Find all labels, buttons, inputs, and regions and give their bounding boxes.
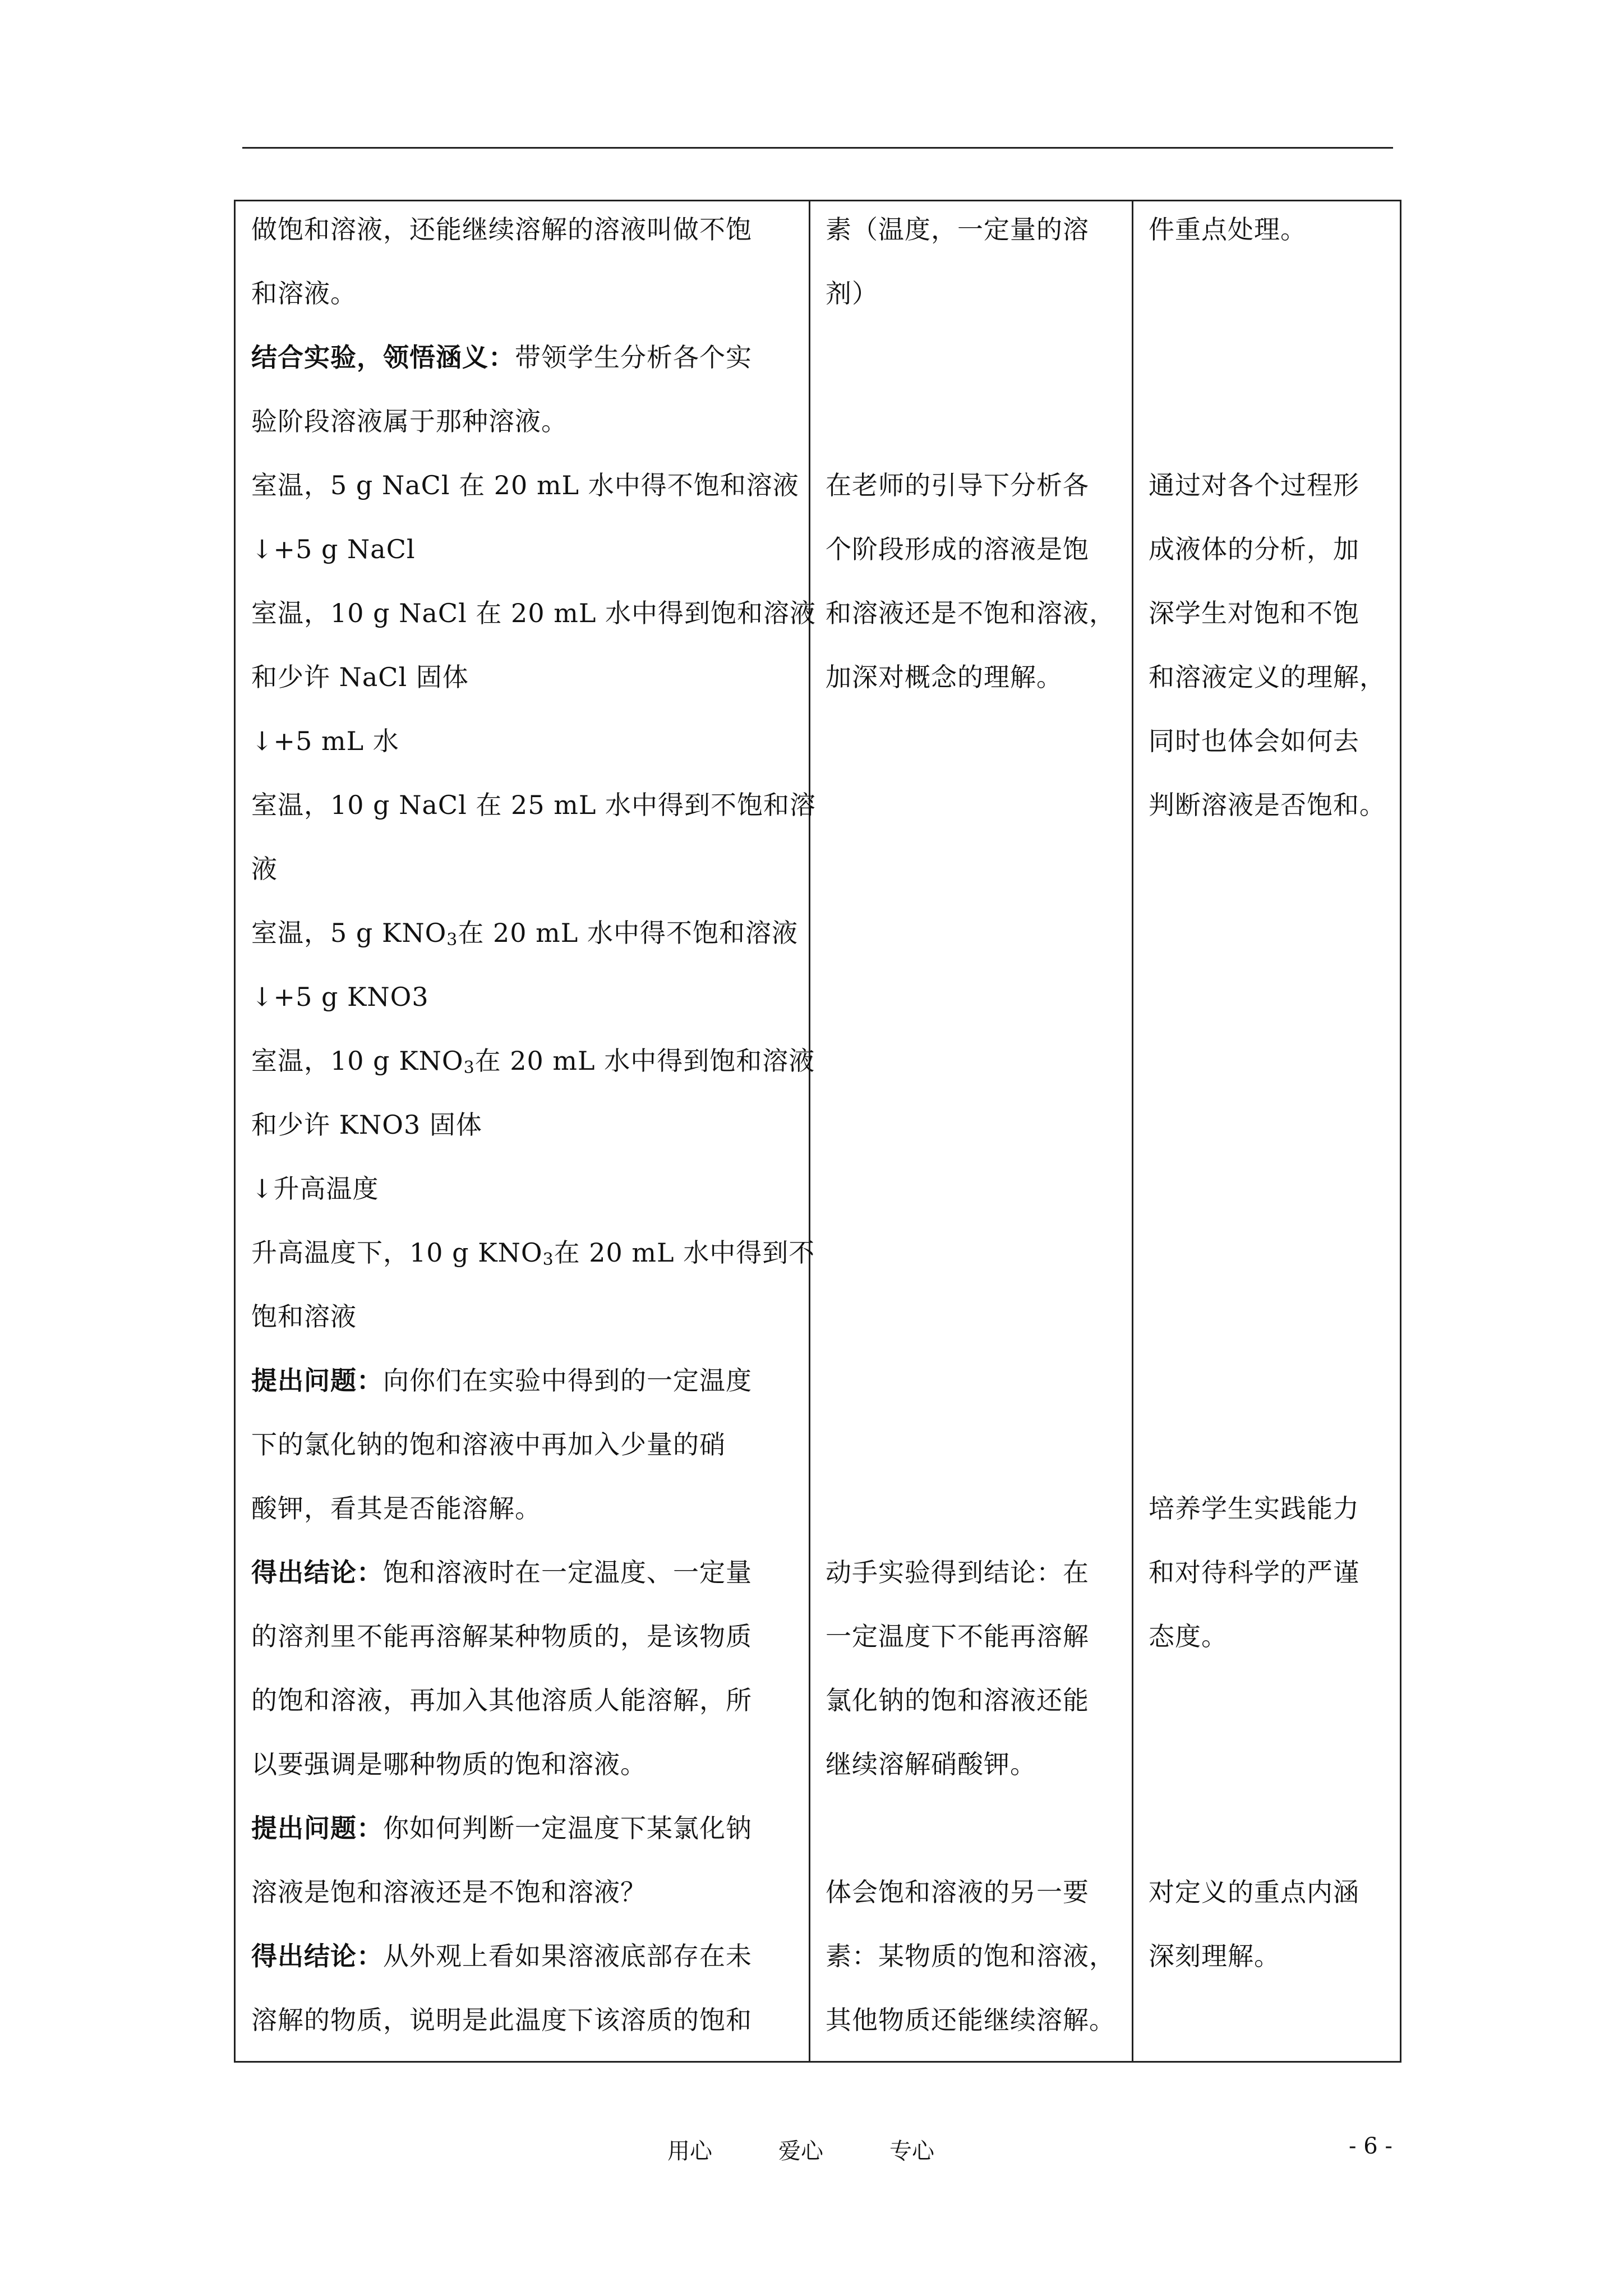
footer-motto-1: 用心	[667, 2138, 712, 2164]
text-line: 和溶液定义的理解，	[1149, 662, 1386, 692]
text-line: 继续溶解硝酸钾。	[826, 1749, 1036, 1779]
text-line: 室温，10 g NaCl 在 25 mL 水中得到不饱和溶	[251, 790, 816, 820]
text-line: 做饱和溶液，还能继续溶解的溶液叫做不饱	[251, 214, 752, 245]
text-span: 从外观上看如果溶液底部存在未	[383, 1941, 752, 1971]
text-line: 动手实验得到结论：在	[826, 1557, 1089, 1588]
text-span: 带领学生分析各个实	[515, 342, 752, 372]
subscript: 3	[446, 930, 458, 950]
text-line: 素（温度，一定量的溶	[826, 214, 1089, 245]
bold-heading: 提出问题：	[251, 1365, 383, 1396]
text-line: 的饱和溶液，再加入其他溶质人能溶解，所	[251, 1685, 752, 1715]
text-line: ↓+5 mL 水	[251, 726, 399, 756]
text-line: 氯化钠的饱和溶液还能	[826, 1685, 1089, 1715]
text-line	[251, 1939, 752, 1973]
bold-heading: 提出问题：	[251, 1813, 383, 1843]
subscript: 3	[463, 1058, 475, 1078]
text-line: 深刻理解。	[1149, 1941, 1280, 1971]
text-span: 在 20 mL 水中得到饱和溶液	[474, 1046, 815, 1076]
text-line	[251, 916, 798, 950]
text-line: 验阶段溶液属于那种溶液。	[251, 406, 568, 436]
text-line	[251, 1556, 752, 1589]
text-line: ↓升高温度	[251, 1174, 379, 1204]
text-line	[251, 1811, 752, 1845]
text-line: 和少许 NaCl 固体	[251, 662, 469, 692]
text-line: 一定温度下不能再溶解	[826, 1621, 1089, 1651]
lesson-table	[234, 200, 1401, 2063]
footer-motto-2: 爱心	[778, 2138, 823, 2164]
column-divider-1	[809, 201, 810, 2061]
column-divider-2	[1132, 201, 1133, 2061]
text-span: 饱和溶液时在一定温度、一定量	[383, 1557, 752, 1588]
text-line: 酸钾，看其是否能溶解。	[251, 1493, 541, 1524]
text-line	[251, 1044, 815, 1078]
text-span: 你如何判断一定温度下某氯化钠	[383, 1813, 752, 1843]
bold-heading: 结合实验，领悟涵义：	[251, 342, 515, 372]
text-span: 升高温度下，10 g KNO	[251, 1237, 543, 1268]
text-line: 和少许 KNO3 固体	[251, 1110, 482, 1140]
text-line: 对定义的重点内涵	[1149, 1877, 1359, 1907]
text-line: ↓+5 g NaCl	[251, 534, 416, 564]
text-span: 在 20 mL 水中得到不	[554, 1237, 815, 1268]
text-line: 液	[251, 854, 278, 884]
text-line: 培养学生实践能力	[1149, 1493, 1359, 1524]
text-line: 溶液是饱和溶液还是不饱和溶液？	[251, 1877, 647, 1907]
text-line: 下的氯化钠的饱和溶液中再加入少量的硝	[251, 1429, 726, 1460]
text-line: 同时也体会如何去	[1149, 726, 1359, 756]
text-line: 溶解的物质，说明是此温度下该溶质的饱和	[251, 2005, 752, 2035]
subscript: 3	[542, 1250, 554, 1269]
text-line: 判断溶液是否饱和。	[1149, 790, 1386, 820]
text-line: 以要强调是哪种物质的饱和溶液。	[251, 1749, 647, 1779]
text-line: 态度。	[1149, 1621, 1228, 1651]
text-line: 件重点处理。	[1149, 214, 1307, 245]
text-line: 和对待科学的严谨	[1149, 1557, 1359, 1588]
text-line: 加深对概念的理解。	[826, 662, 1063, 692]
text-line: 体会饱和溶液的另一要	[826, 1877, 1089, 1907]
text-span: 室温，10 g KNO	[251, 1046, 464, 1076]
text-line: 个阶段形成的溶液是饱	[826, 534, 1089, 564]
text-span: 室温，5 g KNO	[251, 918, 447, 948]
text-line: 在老师的引导下分析各	[826, 470, 1089, 500]
text-line	[251, 1236, 815, 1269]
bold-heading: 得出结论：	[251, 1941, 383, 1971]
text-span: 在 20 mL 水中得不饱和溶液	[458, 918, 798, 948]
text-line: 室温，10 g NaCl 在 20 mL 水中得到饱和溶液	[251, 598, 816, 628]
text-line: 饱和溶液	[251, 1301, 357, 1332]
text-span: 向你们在实验中得到的一定温度	[383, 1365, 752, 1396]
text-line: 剂）	[826, 278, 878, 309]
bold-heading: 得出结论：	[251, 1557, 383, 1588]
text-line: 的溶剂里不能再溶解某种物质的，是该物质	[251, 1621, 752, 1651]
text-line: 通过对各个过程形	[1149, 470, 1359, 500]
footer-motto	[667, 2133, 934, 2165]
text-line: 和溶液。	[251, 278, 357, 309]
header-rule	[242, 147, 1393, 149]
text-line: 室温，5 g NaCl 在 20 mL 水中得不饱和溶液	[251, 470, 799, 500]
text-line: 素：某物质的饱和溶液，	[826, 1941, 1115, 1971]
page-number: - 6 -	[1349, 2133, 1393, 2159]
footer-motto-3: 专心	[889, 2138, 934, 2164]
text-line	[251, 341, 752, 374]
text-line	[251, 1364, 752, 1397]
text-line: 其他物质还能继续溶解。	[826, 2005, 1115, 2035]
text-line: 和溶液还是不饱和溶液，	[826, 598, 1115, 628]
text-line: ↓+5 g KNO3	[251, 982, 429, 1012]
text-line: 深学生对饱和不饱	[1149, 598, 1359, 628]
text-line: 成液体的分析，加	[1149, 534, 1359, 564]
